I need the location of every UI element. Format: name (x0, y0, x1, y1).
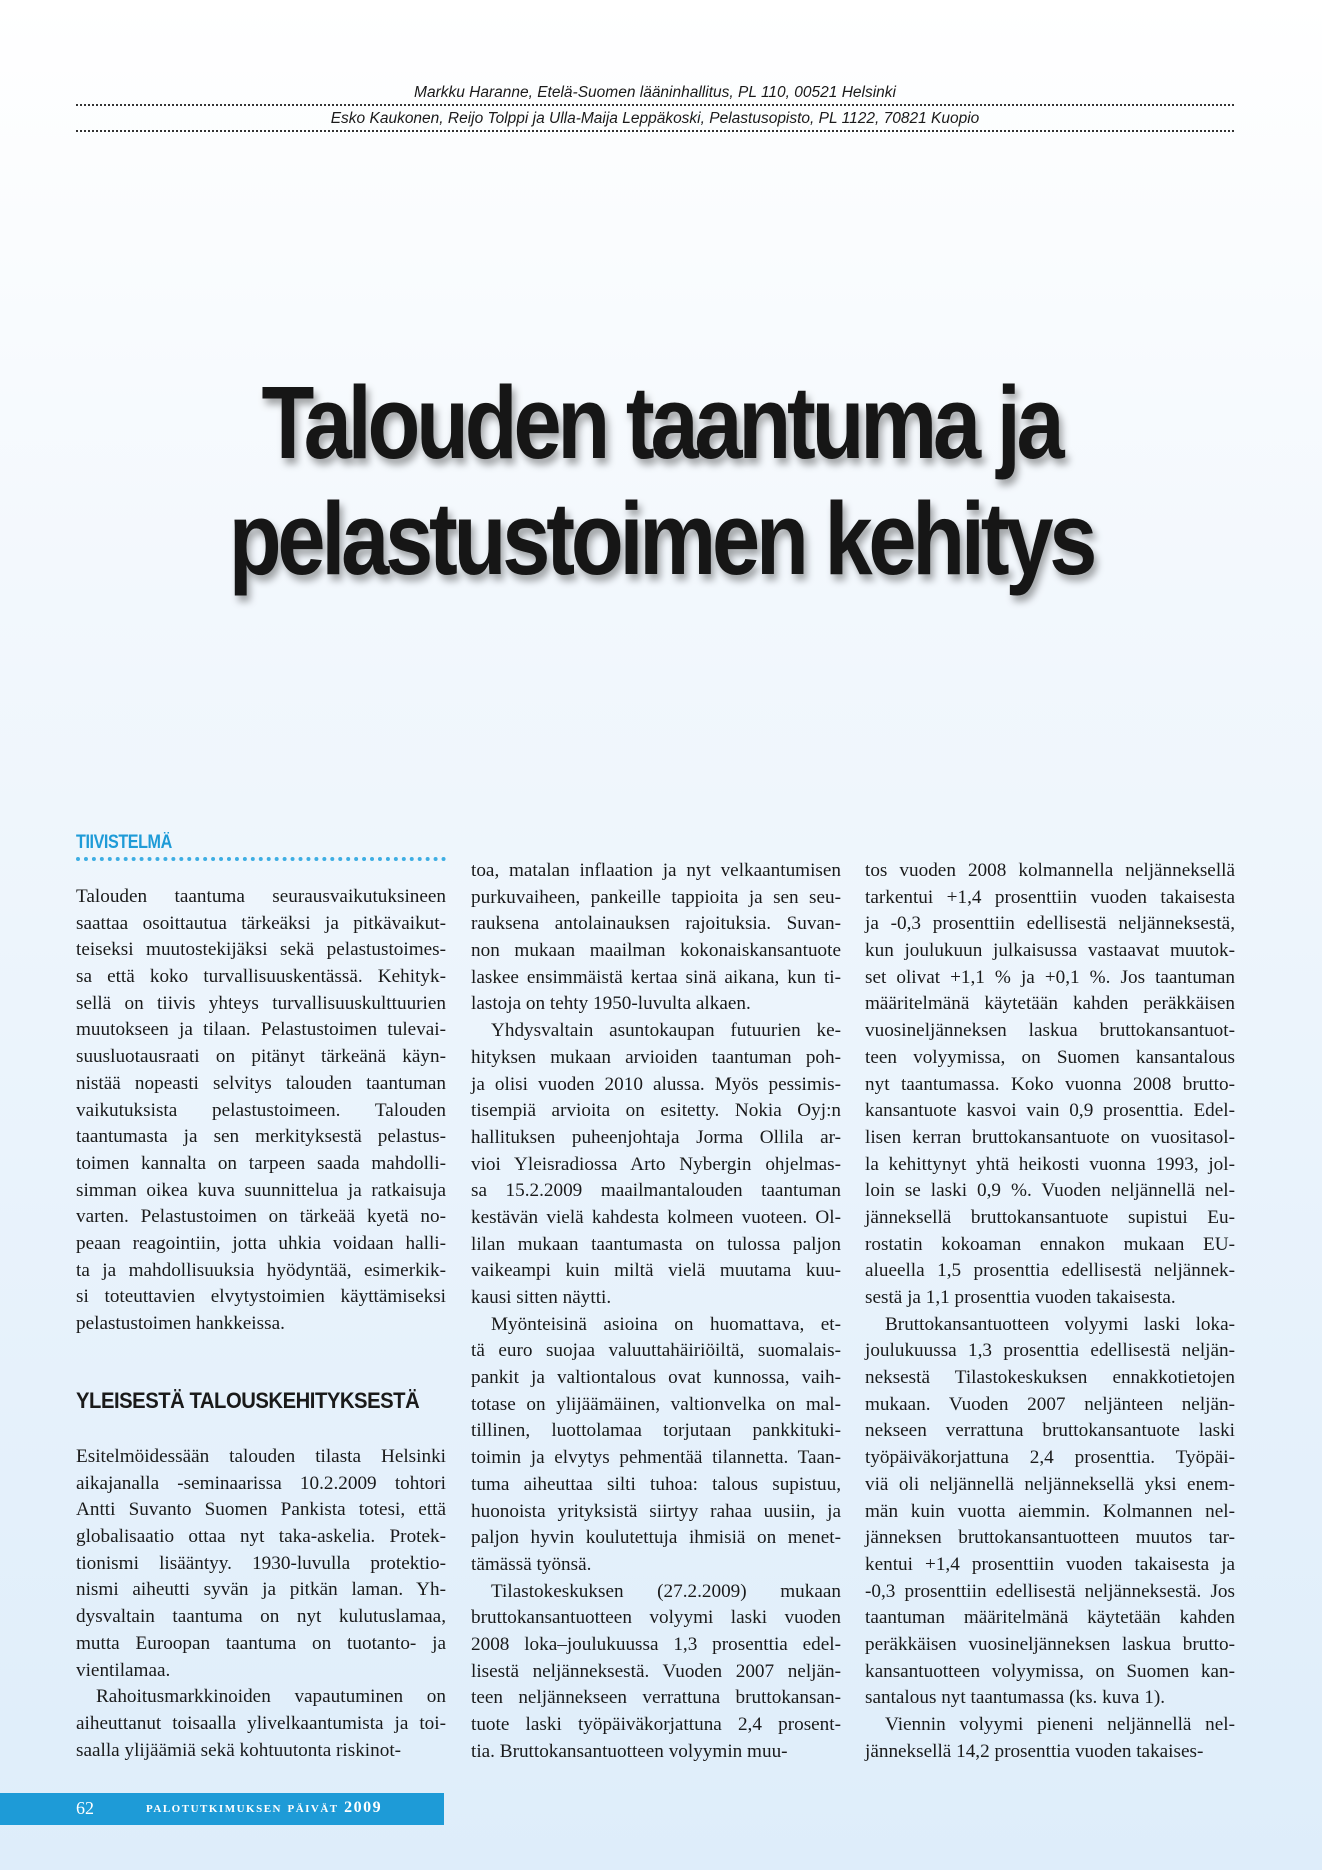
text-line: pelastustoimen hankkeissa. (76, 1313, 285, 1334)
title-line-1: Talouden taantuma ja (261, 365, 1061, 480)
abstract-divider (76, 857, 446, 861)
text-line: rostatin kokoaman ennakon mukaan EU- (865, 1233, 1235, 1255)
text-line: Esitelmöidessään talouden tilasta Helsinki (76, 1446, 446, 1467)
column-2-body (471, 858, 841, 1765)
text-line: dysvaltain taantuma on nyt kulutuslamaa, (76, 1606, 446, 1628)
text-line: lastoja on tehty 1950-luvulta alkaen. (471, 993, 751, 1015)
text-line: kansantuote kasvoi vain 0,9 prosenttia. Edel- (865, 1100, 1235, 1122)
text-line: paljon hyvin koulutettuja ihmisiä on menet- (471, 1527, 841, 1549)
text-line: kun joulukuun julkaisussa vastaavat muutok- (865, 940, 1235, 962)
publication-name: palotutkimuksen päivät 2009 (146, 1799, 383, 1816)
text-line: tia. Bruttokansantuotteen volyymin muu- (471, 1740, 788, 1762)
text-line: taantuman määritelmänä käytetään kahden (865, 1607, 1235, 1629)
section-body (76, 1444, 446, 1764)
text-line: kansantuotteen volyymissa, on Suomen kan- (865, 1660, 1235, 1682)
text-line: aiheuttanut toisaalla ylivelkaantumista ja toi- (76, 1712, 446, 1734)
text-line: vuosineljänneksen laskua bruttokansantuot- (865, 1020, 1235, 1042)
text-line: nistää nopeasti selvitys talouden taantuman (76, 1072, 446, 1094)
text-line: vioi Yleisradiossa Arto Nybergin ohjelmas- (471, 1153, 841, 1175)
text-line: laskee ensimmäistä kertaa sinä aikana, kun ti- (471, 966, 841, 988)
text-line: määritelmänä käytetään kahden peräkkäisen (865, 993, 1235, 1015)
text-line: santalous nyt taantumassa (ks. kuva 1). (865, 1687, 1166, 1709)
text-line: toa, matalan inflaation ja nyt velkaantumisen (471, 860, 841, 881)
article-title (106, 365, 1216, 597)
title-line-2: pelastustoimen kehitys (228, 481, 1094, 596)
text-line: -0,3 prosenttiin edellisestä neljänneksestä. Jos (865, 1580, 1235, 1602)
text-line: tisempiä arvioita on esitetty. Nokia Oyj:n (471, 1100, 841, 1122)
abstract-heading: TIIVISTELMÄ (76, 832, 172, 853)
text-line: tillinen, luottolamaa torjutaan pankkituki- (471, 1420, 841, 1442)
text-line: mukaan. Vuoden 2007 neljänteen neljän- (865, 1393, 1235, 1415)
text-line: tionismi lisääntyy. 1930-luvulla protektio- (76, 1552, 446, 1574)
text-line: totase on ylijäämäinen, valtionvelka on mal- (471, 1393, 841, 1415)
text-line: sa että koko turvallisuuskentässä. Kehityk- (76, 966, 446, 988)
text-line: tämässä työnsä. (471, 1553, 592, 1575)
text-line: sellä on tiivis yhteys turvallisuuskulttuurien (76, 992, 446, 1014)
text-line: tos vuoden 2008 kolmannella neljänneksellä (865, 860, 1235, 881)
text-line: set olivat +1,1 % ja +0,1 %. Jos taantuman (865, 966, 1235, 988)
text-line: jänneksen bruttokansantuotteen muutos tar- (865, 1527, 1235, 1549)
text-line: alueella 1,5 prosenttia edellisestä neljännek- (865, 1260, 1235, 1282)
text-line: jänneksellä 14,2 prosenttia vuoden takaises- (865, 1740, 1204, 1762)
text-line: muutokseen ja tilaan. Pelastustoimen tulevai- (76, 1019, 446, 1041)
footer-bar (0, 1793, 444, 1825)
text-line: Antti Suvanto Suomen Pankista totesi, että (76, 1499, 446, 1521)
text-line: si toteuttavien elvytystoimien käyttämiseksi (76, 1286, 446, 1308)
text-line: simman oikea kuva suunnittelua ja ratkaisuja (76, 1179, 446, 1201)
author-block (76, 80, 1234, 132)
text-line: purkuvaiheen, pankeille tappioita ja sen seu- (471, 886, 841, 908)
text-line: globalisaatio ottaa nyt taka-askelia. Protek- (76, 1526, 446, 1548)
text-line: Rahoitusmarkkinoiden vapautuminen on (96, 1686, 446, 1708)
text-line: män kuin vuotta aiemmin. Kolmannen nel- (865, 1500, 1235, 1522)
text-line: työpäiväkorjattuna 2,4 prosenttia. Työpäi- (865, 1447, 1235, 1469)
text-line: kausi sitten näytti. (471, 1287, 612, 1308)
author-line-2: Esko Kaukonen, Reijo Tolppi ja Ulla-Maija Leppäkoski, Pelastusopisto, PL 1122, 70821 Kuopio (76, 106, 1234, 132)
text-line: ta ja mahdollisuuksia hyödyntää, esimerkik- (76, 1259, 446, 1281)
page-number: 62 (76, 1798, 94, 1818)
text-line: vientilamaa. (76, 1659, 171, 1681)
text-line: vaikutuksista pelastustoimeen. Talouden (76, 1099, 446, 1121)
text-line: lisen kerran bruttokansantuote on vuositasol- (865, 1126, 1235, 1148)
text-line: jänneksellä bruttokansantuote supistui Eu- (865, 1206, 1235, 1228)
text-line: kestävän vielä kahdesta kolmeen vuoteen. Ol- (471, 1206, 841, 1228)
text-line: teen volyymissa, on Suomen kansantalous (865, 1046, 1235, 1068)
author-line-1: Markku Haranne, Etelä-Suomen lääninhallitus, PL 110, 00521 Helsinki (76, 80, 1234, 106)
text-line: Viennin volyymi pieneni neljännellä nel- (885, 1714, 1235, 1735)
text-line: nekseen verrattuna bruttokansantuote laski (865, 1420, 1235, 1442)
text-line: tä euro suojaa valuuttahäiriöiltä, suomalais- (471, 1340, 841, 1362)
text-line: tuma aiheuttaa silti tuhoa: talous supistuu, (471, 1473, 841, 1495)
text-line: lilan mukaan taantumasta on tulossa paljon (471, 1233, 841, 1255)
text-line: non mukaan maailman kokonaiskansantuote (471, 940, 841, 962)
text-line: bruttokansantuotteen volyymi laski vuoden (471, 1607, 841, 1629)
text-line: saattaa osoittautua tärkeäksi ja pitkävaikut- (76, 912, 446, 934)
text-line: vaikeampi kuin miltä vielä muutama kuu- (471, 1260, 841, 1282)
text-line: kentui +1,4 prosenttiin vuoden takaisesta ja (865, 1553, 1235, 1575)
text-line: tuote laski työpäiväkorjattuna 2,4 prosent- (471, 1714, 841, 1735)
text-line: toimin ja elvytys pehmentää tilannetta. Taan- (471, 1447, 841, 1469)
column-3-body (865, 858, 1235, 1765)
text-line: nismi aiheutti syvän ja pitkän laman. Yh- (76, 1579, 446, 1601)
text-line: sestä ja 1,1 prosenttia vuoden takaisesta. (865, 1287, 1176, 1308)
text-line: suusluotausraati on pitänyt tärkeänä käyn- (76, 1046, 446, 1068)
text-line: peaan reagointiin, jotta uhkia voidaan halli- (76, 1232, 446, 1254)
text-line: varten. Pelastustoimen on tärkeää kyetä no- (76, 1206, 446, 1228)
text-line: rauksena antolainauksen rajoituksia. Suvan- (471, 913, 841, 935)
text-line: peräkkäisen vuosineljänneksen laskua brutto- (865, 1633, 1235, 1655)
text-line: tarkentui +1,4 prosenttiin vuoden takaisesta (865, 886, 1235, 908)
section-heading: YLEISESTÄ TALOUSKEHITYKSESTÄ (76, 1388, 420, 1413)
text-line: saalla ylijäämiä sekä kohtuutonta riskinot- (76, 1739, 402, 1761)
text-line: ja -0,3 prosenttiin edellisestä neljänneksestä, (865, 913, 1235, 935)
text-line: loin se laski 0,9 %. Vuoden neljännellä nel- (865, 1180, 1235, 1202)
text-line: teen neljännekseen verrattuna bruttokansan- (471, 1687, 841, 1709)
text-line: 2008 loka–joulukuussa 1,3 prosenttia edel- (471, 1633, 841, 1655)
text-line: Bruttokansantuotteen volyymi laski loka- (885, 1313, 1235, 1335)
text-line: toimen kannalta on tarpeen saada mahdolli- (76, 1152, 446, 1174)
text-line: aikajanalla -seminaarissa 10.2.2009 tohtori (76, 1472, 446, 1494)
text-line: pankit ja valtiontalous ovat kunnossa, vaih- (471, 1367, 841, 1389)
text-line: la kehittynyt yhtä heikosti vuonna 1993, jol- (865, 1153, 1235, 1175)
text-line: ja olisi vuoden 2010 alussa. Myös pessimis- (471, 1073, 841, 1095)
text-line: joulukuussa 1,3 prosenttia edellisestä neljän- (865, 1340, 1235, 1362)
abstract-body (76, 884, 446, 1338)
text-line: taantumasta ja sen merkityksestä pelastus- (76, 1126, 446, 1148)
text-line: mutta Euroopan taantuma on tuotanto- ja (76, 1632, 446, 1654)
text-line: neksestä Tilastokeskuksen ennakkotietojen (865, 1367, 1235, 1389)
text-line: teiseksi muutostekijäksi sekä pelastustoimes- (76, 939, 446, 961)
text-line: Talouden taantuma seurausvaikutuksineen (76, 886, 446, 907)
text-line: Yhdysvaltain asuntokaupan futuurien ke- (491, 1020, 841, 1042)
text-line: huonoista yrityksistä siirtyy rahaa uusiin, ja (471, 1500, 841, 1522)
text-line: hityksen mukaan arvioiden taantuman poh- (471, 1046, 841, 1068)
text-line: Myönteisinä asioina on huomattava, et- (491, 1313, 841, 1335)
text-line: sa 15.2.2009 maailmantalouden taantuman (471, 1180, 841, 1202)
text-line: lisestä neljänneksestä. Vuoden 2007 neljän- (471, 1660, 841, 1682)
text-line: nyt taantumassa. Koko vuonna 2008 brutto- (865, 1073, 1235, 1095)
text-line: hallituksen puheenjohtaja Jorma Ollila ar- (471, 1126, 841, 1148)
text-line: Tilastokeskuksen (27.2.2009) mukaan (491, 1580, 841, 1602)
text-line: viä oli neljännellä neljänneksellä yksi enem- (865, 1473, 1235, 1495)
